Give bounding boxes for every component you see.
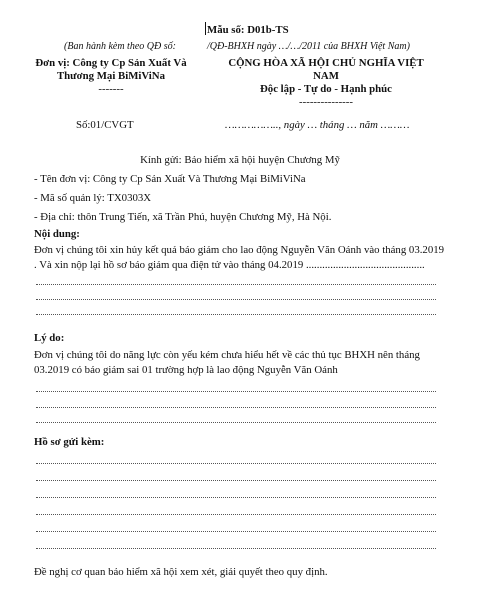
reason-line2: 03.2019 có báo giảm sai 01 trường hợp là lao động Nguyễn Văn Oánh	[34, 364, 338, 376]
form-code-text: Mẫu số: D01b-TS	[207, 24, 289, 36]
dotted-line	[36, 463, 436, 464]
reason-heading: Lý do:	[34, 332, 65, 344]
attachments-heading: Hồ sơ gửi kèm:	[34, 436, 105, 448]
nation-motto: Độc lập - Tự do - Hạnh phúc	[260, 83, 392, 95]
content-line1: Đơn vị chúng tôi xin hủy kết quả báo giảm cho lao động Nguyễn Văn Oánh vào tháng 03.2019	[34, 244, 445, 256]
dotted-line	[36, 514, 436, 515]
unit-name-info: - Tên đơn vị: Công ty Cp Sản Xuất Và Thương Mại BiMiViNa	[34, 173, 306, 185]
closing: Đề nghị cơ quan bảo hiểm xã hội xem xét, giải quyết theo quy định.	[34, 566, 328, 578]
unit-name-block	[22, 57, 200, 96]
management-code: - Mã số quản lý: TX0303X	[34, 192, 152, 204]
doc-number: Số:01/CVGT	[76, 119, 134, 131]
dotted-line	[36, 497, 436, 498]
unit-separator: -------	[98, 83, 124, 95]
content-line2: . Và xin nộp lại hồ sơ báo giảm qua điện tử vào tháng 04.2019 ............................................	[34, 259, 425, 271]
nation-line1: CỘNG HÒA XÃ HỘI CHỦ NGHĨA VIỆT	[228, 57, 424, 69]
dotted-line	[36, 548, 436, 549]
dotted-line	[36, 531, 436, 532]
dotted-line	[36, 407, 436, 408]
nation-block	[205, 57, 447, 109]
issued-by-left: (Ban hành kèm theo QĐ số:	[64, 41, 176, 52]
dotted-line	[36, 480, 436, 481]
date-line: …………….., ngày … tháng … năm ………	[225, 119, 410, 131]
nation-separator: ---------------	[299, 96, 353, 108]
dotted-line	[36, 284, 436, 285]
unit-label: Đơn vị:	[35, 57, 70, 69]
dotted-line	[36, 314, 436, 315]
dotted-line	[36, 299, 436, 300]
issued-by-right: /QĐ-BHXH ngày …/…/2011 của BHXH Việt Nam)	[207, 41, 410, 52]
unit-name-line2: Thương Mại BiMiViNa	[56, 70, 166, 82]
recipient: Kính gửi: Bảo hiểm xã hội huyện Chương Mỹ	[140, 154, 340, 166]
dotted-line	[36, 391, 436, 392]
address: - Địa chỉ: thôn Trung Tiến, xã Trần Phú, huyện Chương Mỹ, Hà Nội.	[34, 211, 332, 223]
unit-name-line1: Công ty Cp Sản Xuất Và	[72, 57, 187, 69]
form-code	[205, 22, 289, 36]
nation-line2: NAM	[313, 70, 339, 82]
dotted-line	[36, 422, 436, 423]
content-heading: Nội dung:	[34, 228, 80, 240]
text-cursor	[205, 22, 206, 35]
reason-line1: Đơn vị chúng tôi do năng lực còn yếu kém chưa hiểu hết về các thủ tục BHXH nên tháng	[34, 349, 420, 361]
